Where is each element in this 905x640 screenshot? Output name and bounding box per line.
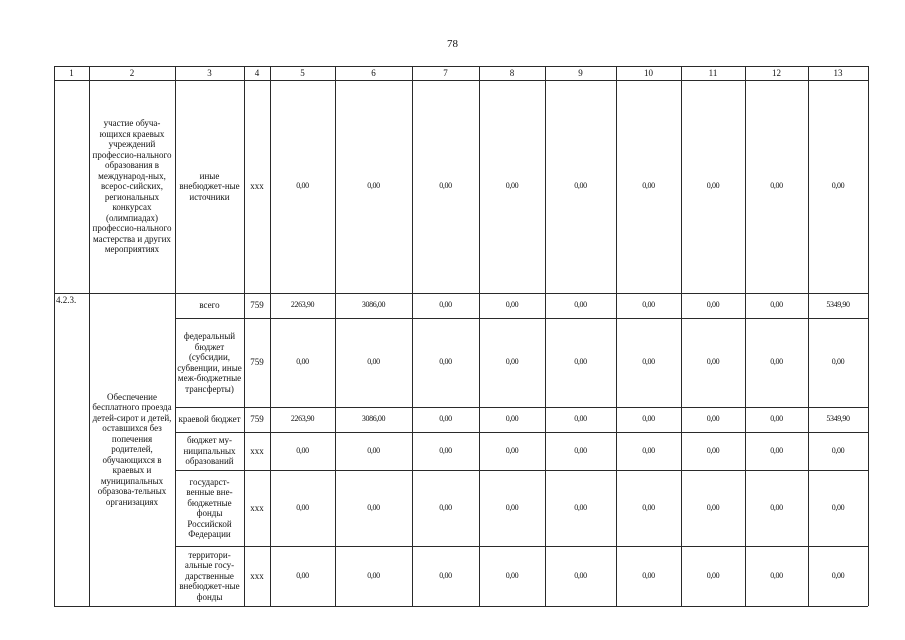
amount-value: 0,00: [574, 502, 587, 512]
amount-value: 0,00: [505, 445, 519, 455]
continuation-value: 0,00: [439, 181, 452, 191]
continuation-code: ххх: [250, 181, 264, 192]
amount-value: 0,00: [642, 357, 655, 367]
amount-value: 0,00: [439, 357, 452, 367]
header-cell-3: 3: [207, 67, 212, 78]
amount-value: 0,00: [367, 502, 380, 512]
header-cell-1: 1: [69, 67, 74, 78]
funding-source: краевой бюджет: [178, 414, 241, 425]
amount-value: 0,00: [296, 357, 309, 367]
amount-value: 0,00: [367, 357, 380, 367]
amount-value: 0,00: [770, 445, 783, 455]
amount-value: 0,00: [770, 414, 783, 424]
continuation-description: участие обуча-ющихся краевых учреждений профессио-нального образования в международ-ных, всерос-сийских, региональных конкурсах (олимпиадах) профессио-нального мастерства и других мероприятиях: [92, 118, 172, 255]
amount-value: 5349,90: [826, 300, 850, 310]
page-number: 78: [447, 38, 458, 50]
amount-value: 0,00: [296, 445, 309, 455]
amount-value: 0,00: [439, 570, 452, 580]
amount-value: 0,00: [439, 300, 452, 310]
amount-value: 5349,90: [826, 414, 850, 424]
amount-value: 2263,90: [290, 300, 315, 310]
continuation-value: 0,00: [505, 181, 519, 191]
amount-value: 0,00: [505, 502, 519, 512]
continuation-funding-source: иные внебюджет-ные источники: [179, 170, 240, 202]
amount-value: 0,00: [706, 357, 720, 367]
amount-value: 0,00: [706, 414, 720, 424]
amount-value: 0,00: [505, 300, 519, 310]
header-cell-13: 13: [833, 67, 843, 78]
amount-value: 0,00: [296, 570, 309, 580]
continuation-value: 0,00: [831, 181, 845, 191]
amount-value: 3086,00: [361, 300, 386, 310]
amount-value: 0,00: [296, 502, 309, 512]
amount-value: 0,00: [831, 570, 845, 580]
funding-source: государст-венные вне-бюджетные фонды Российской Федерации: [186, 476, 233, 539]
budget-code: ххх: [250, 502, 264, 513]
header-cell-9: 9: [578, 67, 583, 78]
amount-value: 0,00: [706, 300, 720, 310]
amount-value: 0,00: [831, 357, 845, 367]
amount-value: 0,00: [574, 357, 587, 367]
header-cell-7: 7: [443, 67, 448, 78]
continuation-value: 0,00: [574, 181, 587, 191]
funding-source: территори-альные госу-дарственные внебюджет-ные фонды: [179, 549, 240, 602]
header-cell-8: 8: [509, 67, 515, 78]
budget-code: 759: [250, 357, 264, 368]
amount-value: 0,00: [574, 414, 587, 424]
header-cell-2: 2: [129, 67, 135, 78]
amount-value: 0,00: [642, 445, 655, 455]
header-cell-12: 12: [772, 67, 781, 78]
item-description: Обеспечение бесплатного проезда детей-сирот и детей, оставшихся без попечения родителей, обучающихся в краевых и муниципальных образова-тельных организациях: [92, 391, 172, 507]
amount-value: 0,00: [642, 414, 655, 424]
budget-code: 759: [250, 414, 264, 425]
continuation-value: 0,00: [296, 181, 309, 191]
amount-value: 0,00: [642, 300, 655, 310]
amount-value: 0,00: [574, 300, 587, 310]
continuation-value: 0,00: [642, 181, 655, 191]
amount-value: 0,00: [770, 357, 783, 367]
amount-value: 0,00: [770, 300, 783, 310]
header-cell-10: 10: [644, 67, 653, 78]
amount-value: 2263,90: [290, 414, 315, 424]
amount-value: 0,00: [642, 570, 655, 580]
amount-value: 0,00: [367, 445, 380, 455]
budget-code: 759: [250, 300, 264, 311]
continuation-value: 0,00: [706, 181, 720, 191]
amount-value: 0,00: [574, 445, 587, 455]
amount-value: 0,00: [505, 357, 519, 367]
amount-value: 3086,00: [361, 414, 386, 424]
funding-source: бюджет му-ниципальных образований: [183, 435, 236, 467]
amount-value: 0,00: [706, 570, 720, 580]
column-border-13: [868, 66, 869, 606]
budget-code: ххх: [250, 570, 264, 581]
item-number: 4.2.3.: [56, 295, 77, 305]
amount-value: 0,00: [367, 570, 380, 580]
header-cell-11: 11: [708, 67, 718, 78]
amount-value: 0,00: [831, 502, 845, 512]
funding-source: федеральный бюджет (субсидии, субвенции, иные меж-бюджетные трансферты): [177, 331, 242, 394]
amount-value: 0,00: [770, 502, 783, 512]
amount-value: 0,00: [439, 414, 452, 424]
header-cell-4: 4: [254, 67, 260, 78]
continuation-value: 0,00: [770, 181, 783, 191]
table-bottom-border: [54, 606, 868, 607]
amount-value: 0,00: [706, 445, 720, 455]
budget-code: ххх: [250, 445, 264, 456]
amount-value: 0,00: [574, 570, 587, 580]
amount-value: 0,00: [505, 570, 519, 580]
amount-value: 0,00: [706, 502, 720, 512]
amount-value: 0,00: [642, 502, 655, 512]
header-cell-6: 6: [371, 67, 376, 78]
continuation-value: 0,00: [367, 181, 380, 191]
amount-value: 0,00: [439, 502, 452, 512]
amount-value: 0,00: [770, 570, 783, 580]
amount-value: 0,00: [505, 414, 519, 424]
amount-value: 0,00: [831, 445, 845, 455]
amount-value: 0,00: [439, 445, 452, 455]
funding-source: всего: [199, 300, 220, 311]
header-cell-5: 5: [300, 67, 305, 78]
